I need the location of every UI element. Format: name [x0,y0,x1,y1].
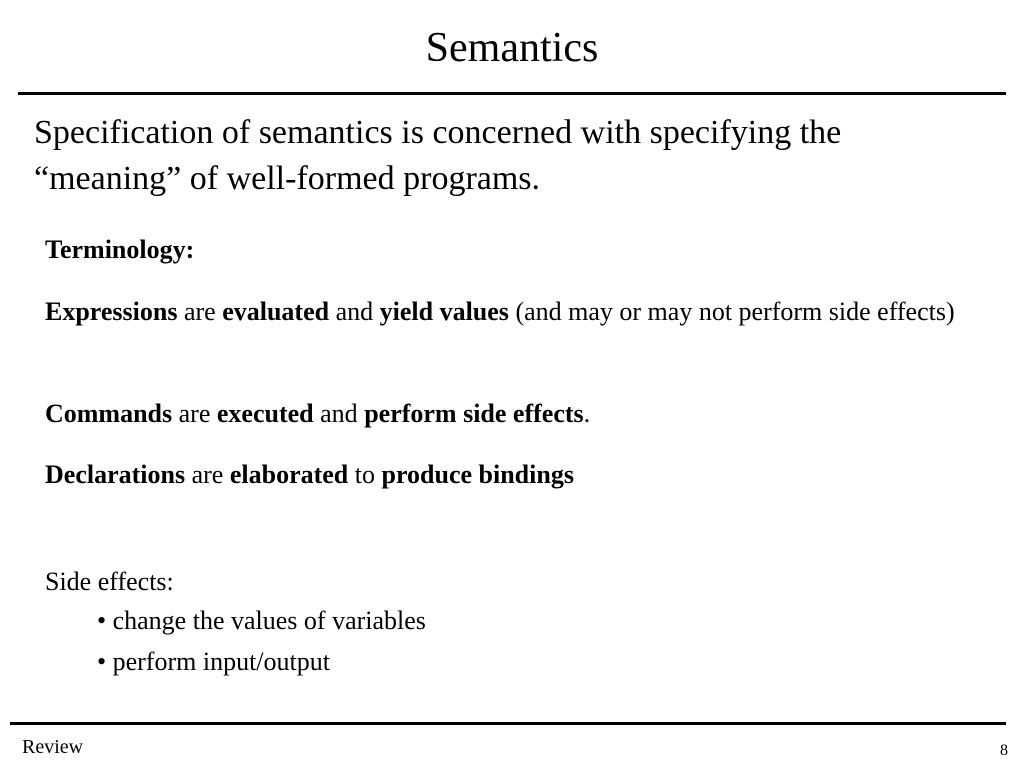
term-produce-bindings: produce bindings [381,460,574,489]
side-effects-item: • change the values of variables [97,606,426,635]
text-fragment: and [329,297,380,326]
term-evaluated: evaluated [222,297,330,326]
term-declarations: Declarations [45,460,186,489]
term-commands: Commands [45,399,173,428]
footer-divider [10,722,1006,725]
side-effects-heading: Side effects: [45,567,174,596]
text-fragment: are [177,297,223,326]
expressions-line [45,292,985,332]
title-divider [18,92,1006,95]
text-fragment: (and may or may not perform side effects) [508,297,955,326]
terminology-heading-text: Terminology: [45,235,195,264]
text-fragment: to [348,460,382,489]
commands-line [45,394,985,434]
text-fragment: . [583,399,591,428]
text-fragment: are [185,460,230,489]
side-effects-item: • perform input/output [97,647,330,676]
term-perform-side-effects: perform side effects [364,399,584,428]
text-fragment: are [172,399,217,428]
page-number: 8 [1000,742,1008,759]
intro-paragraph: Specification of semantics is concerned with specifying the “meaning” of well-formed programs. [34,114,842,197]
declarations-line [45,455,985,495]
term-yield-values: yield values [379,297,509,326]
terminology-heading [45,230,985,270]
term-elaborated: elaborated [229,460,349,489]
term-executed: executed [216,399,314,428]
slide-title: Semantics [425,25,599,71]
footer-section-label: Review [22,736,84,758]
text-fragment: and [313,399,365,428]
term-expressions: Expressions [45,297,178,326]
